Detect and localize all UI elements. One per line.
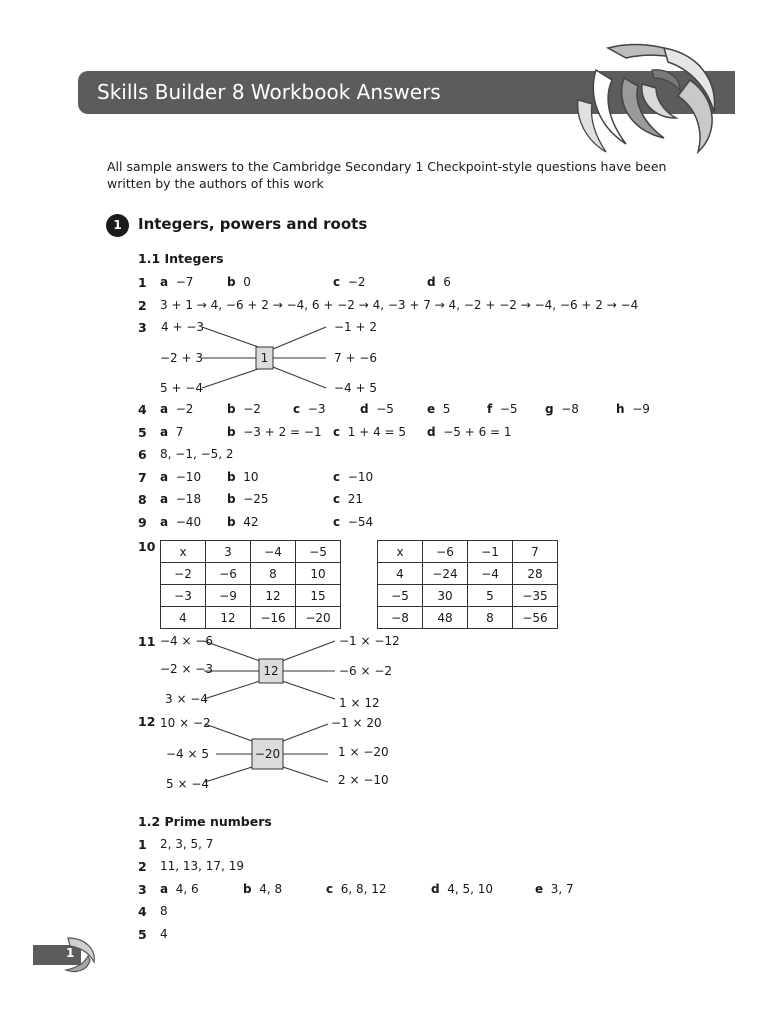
answer-part: a −7 — [160, 275, 194, 289]
answer-part: b 4, 8 — [243, 882, 283, 896]
answer-part: b −2 — [227, 402, 261, 416]
diagram-right-label: 1 × −20 — [338, 745, 389, 759]
answer-part: b 10 — [227, 470, 259, 484]
answer-part: b −25 — [227, 492, 269, 506]
answer-text: 4 — [160, 927, 168, 941]
answer-part: e 3, 7 — [535, 882, 574, 896]
page-number: 1 — [66, 946, 75, 960]
answer-part: a −18 — [160, 492, 202, 506]
question-number: 7 — [138, 470, 147, 485]
diagram-left-label: 3 × −4 — [165, 692, 209, 706]
question-number: 9 — [138, 515, 147, 530]
question-number: 6 — [138, 447, 147, 462]
diagram-right-label: −1 + 2 — [334, 320, 378, 334]
answer-part: c 1 + 4 = 5 — [333, 425, 407, 439]
diagram-center-value: 12 — [263, 664, 279, 678]
section-title: 1.1 Integers — [138, 251, 224, 266]
diagram-left-label: −4 × 5 — [166, 747, 210, 761]
answer-text: 8 — [160, 904, 168, 918]
diagram-left-label: −2 × −3 — [160, 662, 214, 676]
question-number: 3 — [138, 320, 147, 335]
answer-part: c −54 — [333, 515, 374, 529]
answer-part: b 0 — [227, 275, 251, 289]
diagram-right-label: 7 + −6 — [334, 351, 378, 365]
question-number: 12 — [138, 714, 156, 729]
diagram-left-label: 10 × −2 — [160, 716, 211, 730]
diagram-right-label: 2 × −10 — [338, 773, 389, 787]
answer-part: d 6 — [427, 275, 451, 289]
answer-part: c 6, 8, 12 — [326, 882, 387, 896]
answer-part: c 21 — [333, 492, 364, 506]
diagram-left-label: 5 + −4 — [160, 381, 204, 395]
answer-part: a −40 — [160, 515, 202, 529]
question-number: 4 — [138, 402, 147, 417]
chapter-title: Integers, powers and roots — [138, 215, 368, 233]
answer-part: a −2 — [160, 402, 194, 416]
answer-part: c −3 — [293, 402, 326, 416]
answer-part: c −10 — [333, 470, 374, 484]
question-number: 1 — [138, 275, 147, 290]
answer-text: 2, 3, 5, 7 — [160, 837, 214, 851]
question-number: 5 — [138, 927, 147, 942]
answer-part: a 7 — [160, 425, 184, 439]
question-number: 10 — [138, 539, 156, 554]
answer-text: 3 + 1 → 4, −6 + 2 → −4, 6 + −2 → 4, −3 + 7 → 4, −2 + −2 → −4, −6 + 2 → −4 — [160, 298, 639, 312]
answer-part: f −5 — [487, 402, 518, 416]
answer-part: a 4, 6 — [160, 882, 199, 896]
question-number: 1 — [138, 837, 147, 852]
answer-text: 11, 13, 17, 19 — [160, 859, 244, 873]
question-number: 2 — [138, 298, 147, 313]
question-number: 3 — [138, 882, 147, 897]
answer-part: b 42 — [227, 515, 259, 529]
diagram-right-label: −6 × −2 — [339, 664, 393, 678]
diagram-center-value: −20 — [254, 747, 281, 761]
answer-part: h −9 — [616, 402, 650, 416]
question-number: 11 — [138, 634, 156, 649]
spider-diagram-lines — [195, 320, 355, 400]
diagram-left-label: −2 + 3 — [160, 351, 204, 365]
answer-part: d 4, 5, 10 — [431, 882, 494, 896]
diagram-right-label: −1 × 20 — [331, 716, 382, 730]
answer-part: c −2 — [333, 275, 366, 289]
answer-part: d −5 — [360, 402, 394, 416]
question-number: 2 — [138, 859, 147, 874]
question-number: 5 — [138, 425, 147, 440]
answer-part: g −8 — [545, 402, 579, 416]
question-number: 4 — [138, 904, 147, 919]
diagram-right-label: −4 + 5 — [334, 381, 378, 395]
diagram-left-label: 4 + −3 — [161, 320, 205, 334]
answer-part: b −3 + 2 = −1 — [227, 425, 322, 439]
diagram-right-label: −1 × −12 — [339, 634, 400, 648]
diagram-left-label: 5 × −4 — [166, 777, 210, 791]
intro-text: All sample answers to the Cambridge Secondary 1 Checkpoint-style questions have been written by the authors of this work — [107, 159, 667, 191]
multiplication-table-2: x −6 −1 7 4 −24 −4 28 −5 30 5 −35 −8 48 8 −56 — [377, 540, 558, 629]
section-title: 1.2 Prime numbers — [138, 814, 272, 829]
answer-part: e 5 — [427, 402, 451, 416]
multiplication-table-1: x 3 −4 −5 −2 −6 8 10 −3 −9 12 15 4 12 −16 −20 — [160, 540, 341, 629]
diagram-left-label: −4 × −6 — [160, 634, 214, 648]
question-number: 8 — [138, 492, 147, 507]
chapter-number-badge: 1 — [106, 214, 129, 237]
answer-text: 8, −1, −5, 2 — [160, 447, 234, 461]
answer-part: a −10 — [160, 470, 202, 484]
diagram-right-label: 1 × 12 — [339, 696, 380, 710]
answer-part: d −5 + 6 = 1 — [427, 425, 512, 439]
page-title: Skills Builder 8 Workbook Answers — [97, 80, 441, 104]
diagram-center-value: 1 — [260, 351, 269, 365]
swirl-logo-icon — [568, 40, 738, 160]
